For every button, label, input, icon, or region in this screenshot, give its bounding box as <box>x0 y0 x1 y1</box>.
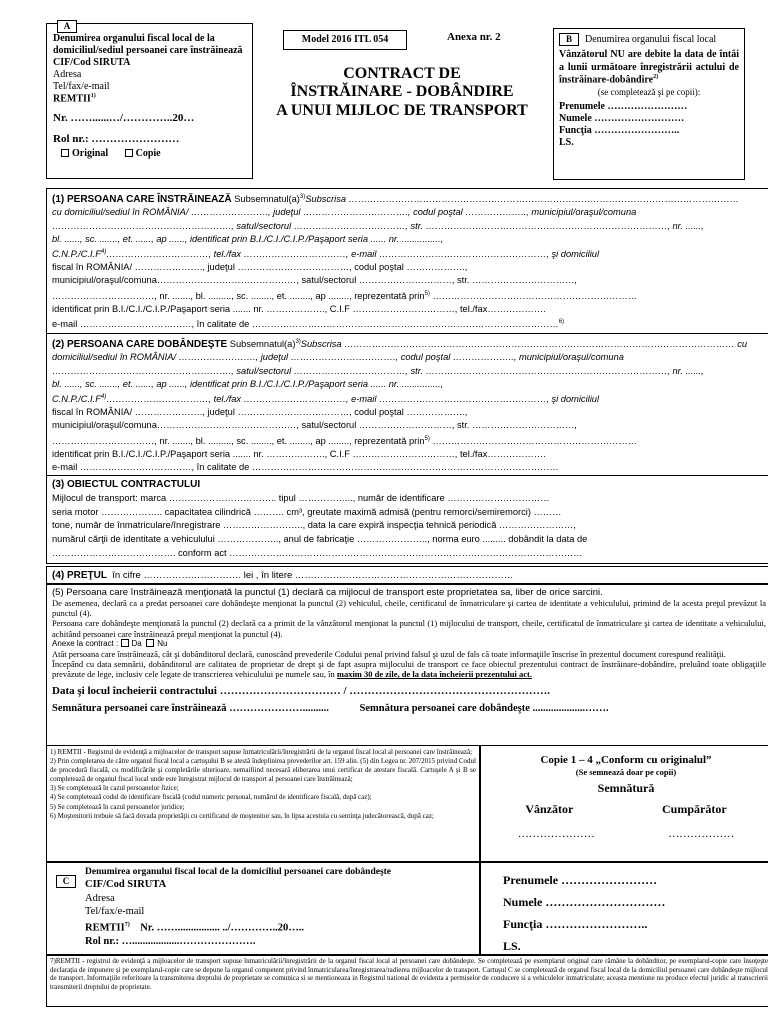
object-line-5: …………………………………. conform act …………………………………………………………………………………………………… <box>52 547 583 558</box>
seller-fiscal-city: municipiul/oraşul/comuna………………………………………, satul/sectorul …………………………, str. ……………………………, <box>52 275 577 286</box>
object-line-1: Mijlocul de transport: marca …………………………….. tipul ……………..., număr de identificare …………………………… <box>52 492 550 503</box>
seller-signature: Semnătura persoanei care înstrăinează ………………….......... <box>52 702 329 714</box>
note-2: 2) Prin completarea de către organul fiscal local a cartuşului B se atestă îndeplinirea prevederilor art. 159 alin. (5) din Legea nr. 207/2015 privind Codul de procedură fiscală, cu modificările şi completările ulterioare, nemaifiind necesară eliberarea unui certificat de atestare fiscală. Cartuşele A şi B se completează de organul fiscal local unde este înregistrat mijlocul de transport al persoanei care înstrăinează; <box>50 757 476 784</box>
object-line-4: numărul cărţii de identitate a vehiculului ……………….., anul de fabricaţie ………………….., norma euro ......... dobândit la data de <box>52 534 588 545</box>
note-6: 6) Moştenitorii trebuie să facă dovada proprietăţii cu certificatul de moştenitor sau, în lipsa acestuia cu sentinţa judecătorească, după caz; <box>50 811 434 820</box>
buyer-capacity: e-mail ………………………………, în calitate de ……………………………………………………………………………………… <box>52 462 559 473</box>
original-checkbox[interactable] <box>61 149 69 157</box>
buyer-address: …………………………………………………., satul/sectorul ………………………………, str. ……………………………………………………………………, nr. ......, <box>52 365 704 376</box>
anexa-label: Anexa nr. 2 <box>447 31 501 43</box>
buyer-representative: ……………………………, nr. ......., bl. ........., sc. ........, et. ........, ap ........, reprezentată prin$^{5)}$ ………………………………………………………… <box>52 435 637 446</box>
section-declarations <box>46 584 768 746</box>
buyer-signature: Semnătura persoanei care dobândeşte ....................……. <box>359 702 609 714</box>
seller-rep-id: identificat prin B.I./C.I./C.I.P./Paşaport seria ....... nr. ………………., C.I.F ……………………………, tel./fax………………. <box>52 303 546 314</box>
section-price <box>46 566 768 584</box>
box-c-title: Denumirea organului fiscal local de la domiciliul persoanei care dobândeşte <box>85 867 392 877</box>
object-line-2: seria motor ……………….. capacitatea cilindrică ………. cm³, greutate maximă admisă (pentru remorci/semiremorci) ……… <box>52 506 562 517</box>
notes-box <box>46 745 480 862</box>
box-b-nume: Numele ……………………… <box>559 112 685 124</box>
price-title: (4) PREŢUL <box>52 570 107 581</box>
sign-c-nume: Numele ………………………… <box>503 895 666 909</box>
signatures-row <box>52 702 766 715</box>
box-b <box>553 28 745 180</box>
sign-c-ls: LS. <box>503 939 521 953</box>
declaration-p4: Atât persoana care înstrăinează, cât şi dobânditorul declară, cunoscând prevederile Codului penal privind falsul şi uzul de fals că toate informaţiile înscrise în prezentul document corespund realităţii. <box>52 649 726 660</box>
copy-dots: ………………… ……………… <box>517 828 735 841</box>
declaration-p1: (5) Persoana care înstrăinează menţionată la punctul (1) declară ca mijlocul de transport este proprietatea sa, liber de orice sarcini. <box>52 587 603 598</box>
copy-semnatura: Semnătură <box>597 781 655 796</box>
box-c-signature <box>480 862 768 955</box>
copy-seller: Vânzător <box>525 801 574 816</box>
seller-capacity: e-mail ………………………………, în calitate de ………………………………………………………………………………………$^{6)}$ <box>52 319 565 330</box>
section-object <box>46 475 768 564</box>
footer-note: 7)REMTII - registrul de evidenţă a mijloacelor de transport supuse înmatriculării/înregistrării de la organul fiscal local al persoanei care dobândeşte. Se completează pe exemplarul original care rămâne la dobânditor, pe exemplarul-copie care însoţeşte declaraţia de impunere şi pe exemplarul-copie care se depune la organul competent privind înmatricularea/înregistrarea/radierea mijloacelor de transport. Cartuşul C se completează de organul fiscal local de la domiciliul persoanei care dobândeşte mijlocul de transport. Informaţiile referitoare la transmiterea dreptului de proprietate se comunica si se mentioneaza in Registrul national de evidenta a permiselor de conducere si a vehiculelor inmatriculate; aceasta mentiune nu produce efectul juridic al transcrierii transmiterii dreptului de proprietate. <box>46 955 768 1007</box>
buyer-fiscal: fiscal în ROMÂNIA/ …………………., judeţul ………………………………, codul poştal ………………., <box>52 407 468 418</box>
buyer-fiscal-city: municipiul/oraşul/comuna………………………………………, satul/sectorul …………………………, str. ……………………………, <box>52 420 577 431</box>
note-3: 3) Se completează în cazul persoanelor fizice; <box>50 784 179 793</box>
anexe-da-checkbox[interactable] <box>121 639 129 647</box>
object-line-3: tone, număr de înmatriculare/înregistrare …………………….., data la care expiră inspecţia tehnică periodică ……………………, <box>52 520 576 531</box>
seller-title: (1) PERSOANA CARE ÎNSTRĂINEAZĂ <box>52 194 232 206</box>
declaration-p3: Persoana care dobândeşte menţionată la punctul (2) declară ca a primit de la vânzătorul menţionat la punctul (1) mijlocului de transport, cheile, certificatul de înmatriculare şi cartea de identitate a vehiculului, achitând persoanei care înstrăinează preţul menţionat la punctul (4). <box>52 618 766 639</box>
note-5: 5) Se completează în cazul persoanelor juridice; <box>50 802 185 811</box>
box-b-functia: Funcţia …………………….. <box>559 124 680 136</box>
box-a-remtii: REMTII$^{1)}$ <box>53 93 96 105</box>
box-a-adresa: Adresa <box>53 69 82 81</box>
section-seller: (1) PERSOANA CARE ÎNSTRĂINEAZĂ $Subsemnatul(a)^{3)}Subscrisa$ ……………………………………………………………………………………………………………… cu domiciliul/sediul în ROMÂNIA/ ……………………., judeţul ……………………………., codul poştal ……………….., municipiul/oraşul/comuna …………………………………………………., satul/sectorul ………………………………, str. ……………………………………………………………………, nr. ......, bl. ......, sc. ......., et. ......, ap ......, identificat prin B.I./C.I./C.I.P./Paşaport seria ...... nr. ..............., $C.N.P./C.I.F^{4)}\dots\dots\dots\dots\dots\dots\dots\dots\dots\dots\dots$, tel./fax ……………………………, e-mail ………………………………………………, şi domiciliul fiscal în ROMÂNIA/ …………………., judeţul ………………………………, codul poştal ………………., municipiul/oraşul/comuna………………………………………, satul/sectorul …………………………, str. ……………………………, ……………………………, nr. ......., bl. ........., sc. ........, et. ........, ap ........, reprezentată prin$^{5)}$ ………………………………………………………… identificat prin B.I./C.I./C.I.P./Paşaport seria ....... nr. ………………., C.I.F ……………………………, tel./fax………………. e-mail ………………………………, în calitate de ………………………………………………………………………………………$^{6)}$ <box>46 188 768 334</box>
seller-id: bl. ......, sc. ......., et. ......, ap ......, identificat prin B.I./C.I./C.I.P./Paşaport seria ...... nr. ..............., <box>52 233 444 244</box>
original-label: Original <box>72 148 109 160</box>
box-b-prenume: Prenumele …………………… <box>559 100 688 112</box>
copy-title: Copie 1 – 4 „Conform cu originalul” <box>540 754 712 766</box>
seller-representative: ……………………………, nr. ......., bl. ........., sc. ........, et. ........, ap ........, reprezentată prin$^{5)}$ ………………………………………………………… <box>52 290 637 301</box>
copy-note: (Se semnează doar pe copii) <box>575 767 677 778</box>
box-c-label: C <box>56 875 76 888</box>
seller-fiscal: fiscal în ROMÂNIA/ …………………., judeţul ………………………………, codul poştal ………………., <box>52 262 468 273</box>
box-c-adresa: Adresa <box>85 892 115 904</box>
copie-checkbox[interactable] <box>125 149 133 157</box>
box-b-note: (se completează şi pe copii): <box>597 86 701 97</box>
anexe-nu-checkbox[interactable] <box>146 639 154 647</box>
box-b-text: Vânzătorul NU are debite la data de întâi a lunii următoare înregistrării actului de înstrăinare-dobândire$^{2)}$ <box>559 49 739 86</box>
sign-c-functia: Funcţia …………………….. <box>503 917 648 931</box>
seller-cnp: $C.N.P./C.I.F^{4)}\dots\dots\dots\dots\dots\dots\dots\dots\dots\dots\dots$, tel./fax ……………………………, e-mail ………………………………………………, şi domiciliul <box>52 248 600 259</box>
price-text: în cifre …………………………. lei , în litere …………………………………………………………… <box>112 570 514 581</box>
box-a-title: Denumirea organului fiscal local de la domiciliul/sediul persoanei care înstrăinează <box>53 33 243 57</box>
copy-roles <box>481 802 768 816</box>
box-c-rol: Rol nr.: …..................…………………. <box>85 935 256 947</box>
seller-address: …………………………………………………., satul/sectorul ………………………………, str. ……………………………………………………………………, nr. ......, <box>52 220 704 231</box>
box-a-cif: CIF/Cod SIRUTA <box>53 57 131 69</box>
copy-box <box>480 745 768 862</box>
declaration-p5: Începând cu data semnării, dobânditorul are calitatea de proprietar de drept şi de fapt asupra mijlocului de transport ce face obiectul prezentului contract de înstrăinare-dobândire, preluând toate obligaţiile prevăzute de lege, inclusiv cele legate de transcrierea vehiculului pe numele sau, în maxim 30 de zile, de la data încheierii prezentului act. <box>52 659 766 680</box>
box-a-tel: Tel/fax/e-mail <box>53 81 110 93</box>
box-c <box>46 862 480 955</box>
buyer-cnp: $C.N.P./C.I.F^{4)}\dots\dots\dots\dots\dots\dots\dots\dots\dots\dots\dots$, tel./fax ……………………………, e-mail ………………………………………………, şi domiciliul <box>52 393 600 404</box>
box-b-ls: LS. <box>559 136 574 148</box>
buyer-domicile: domiciliul/sediul în ROMÂNIA/ ……………………., judeţul ……………………………., codul poştal ……………….., municipiul/oraşul/comuna <box>52 352 624 363</box>
note-4: 4) Se completează codul de identificare fiscală (codul numeric personal, numărul de identificare fiscală, după caz); <box>50 793 372 802</box>
buyer-title: (2) PERSOANA CARE DOBÂNDEŞTE <box>52 339 228 351</box>
box-b-title: Denumirea organului fiscal local <box>585 34 717 45</box>
copy-buyer: Cumpărător <box>661 801 727 816</box>
section-buyer: (2) PERSOANA CARE DOBÂNDEŞTE $Subsemnatul(a)^{3)}Subscrisa$ ……………………………………………………………………………………………………………… cu domiciliul/sediul în ROMÂNIA/ ……………………., judeţul ……………………………., codul poştal ……………….., municipiul/oraşul/comuna …………………………………………………., satul/sectorul ………………………………, str. ……………………………………………………………………, nr. ......, bl. ......, sc. ......., et. ......, ap ......, identificat prin B.I./C.I./C.I.P./Paşaport seria ...... nr. ..............., $C.N.P./C.I.F^{4)}\dots\dots\dots\dots\dots\dots\dots\dots\dots\dots\dots$, tel./fax ……………………………, e-mail ………………………………………………, şi domiciliul fiscal în ROMÂNIA/ …………………., judeţul ………………………………, codul poştal ………………., municipiul/oraşul/comuna………………………………………, satul/sectorul …………………………, str. ……………………………, ……………………………, nr. ......., bl. ........., sc. ........, et. ........, ap ........, reprezentată prin$^{5)}$ ………………………………………………………… identificat prin B.I./C.I./C.I.P./Paşaport seria ....... nr. ………………., C.I.F ……………………………, tel./fax………………. e-mail ………………………………, în calitate de ……………………………………………………………………………………… <box>46 333 768 476</box>
object-title: (3) OBIECTUL CONTRACTULUI <box>52 479 201 490</box>
buyer-rep-id: identificat prin B.I./C.I./C.I.P./Paşaport seria ....... nr. ………………., C.I.F ……………………………, tel./fax………………. <box>52 448 546 459</box>
box-a-rol: Rol nr.: …………………… <box>53 132 180 145</box>
box-a <box>46 23 253 179</box>
box-c-remtii: REMTII$^{7)}$ Nr. ……................ ../…………..20….. <box>85 921 305 933</box>
box-c-cif: CIF/Cod SIRUTA <box>85 879 167 890</box>
box-b-label: B <box>559 33 579 46</box>
seller-domicile: cu domiciliul/sediul în ROMÂNIA/ ……………………., judeţul ……………………………., codul poştal ……………….., municipiul/oraşul/comuna <box>52 207 637 218</box>
note-1: 1) REMTII - Registrul de evidenţă a mijloacelor de transport supuse înmatriculării/înregistrării de la organul fiscal local al persoanei care înstrăinează; <box>50 748 473 756</box>
box-a-checks <box>53 148 246 160</box>
box-a-nr: Nr. ……......…/…………..20… <box>53 111 195 124</box>
anexe-row: Anexe la contract : Da Nu <box>52 638 168 648</box>
box-a-label: A <box>57 20 77 33</box>
model-box: Model 2016 ITL 054 <box>283 30 407 50</box>
box-c-tel: Tel/fax/e-mail <box>85 906 145 917</box>
sign-c-prenume: Prenumele …………………… <box>503 873 658 887</box>
declaration-p2: De asemenea, declară ca a predat persoanei care dobândeşte menţionat la punctul (2) vehiculul, cheile, certificatul de înmatriculare şi cartea de identitate a vehiculului, primind de la acesta preţul prevăzut la punctul (4). <box>52 598 766 619</box>
copie-label: Copie <box>135 148 161 160</box>
page-title: CONTRACT DE ÎNSTRĂINARE - DOBÂNDIRE A UNUI MIJLOC DE TRANSPORT <box>276 65 528 119</box>
date-place: Data şi locul încheierii contractului …………………………… / ………………………………………………. <box>52 684 551 697</box>
buyer-id: bl. ......, sc. ......., et. ......, ap ......, identificat prin B.I./C.I./C.I.P./Paşaport seria ...... nr. ..............., <box>52 378 444 389</box>
